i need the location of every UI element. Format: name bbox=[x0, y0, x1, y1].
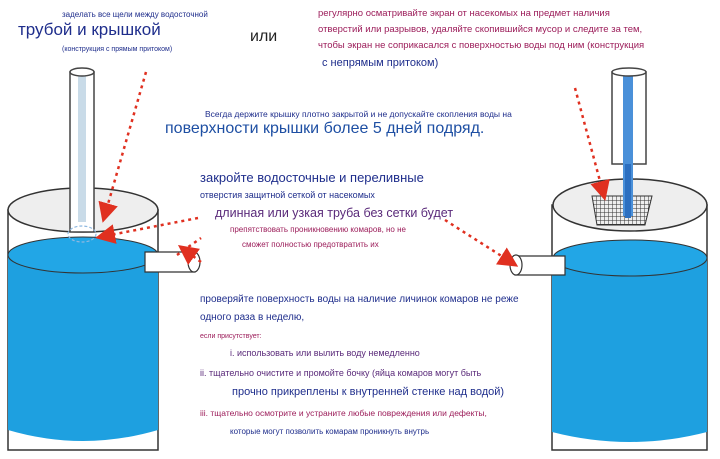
action-i: i. использовать или вылить воду немедленно bbox=[230, 348, 420, 358]
left-barrel-water bbox=[8, 255, 158, 441]
left-note-sub: (конструкция с прямым притоком) bbox=[62, 46, 173, 53]
right-note-line4: с непрямым притоком) bbox=[322, 57, 439, 69]
insect-screen bbox=[592, 196, 652, 225]
cover-holes-heading: закройте водосточные и переливные bbox=[200, 170, 424, 185]
right-note-line3: чтобы экран не соприкасался с поверхностью воды под ним (конструкция bbox=[318, 40, 645, 51]
left-note-small: заделать все щели между водосточной bbox=[62, 10, 208, 19]
pipe-note-line1: препятствовать проникновению комаров, но не bbox=[230, 225, 406, 234]
lid-note-heading: поверхности крышки более 5 дней подряд. bbox=[165, 120, 485, 137]
or-label: или bbox=[250, 28, 278, 45]
right-note-line1: регулярно осматривайте экран от насекомых на предмет наличия bbox=[318, 8, 610, 19]
pipe-note-line2: сможет полностью предотвратить их bbox=[242, 240, 379, 249]
action-iii: iii. тщательно осмотрите и устраните любые повреждения или дефекты, bbox=[200, 408, 487, 418]
arrow-to-right-overflow bbox=[445, 220, 514, 264]
pointer-arrows bbox=[100, 72, 604, 264]
right-barrel-water bbox=[552, 258, 707, 442]
arrow-to-screen bbox=[575, 88, 604, 196]
check-larvae: проверяйте поверхность воды на наличие личинок комаров не реже bbox=[200, 294, 519, 305]
left-note-heading: трубой и крышкой bbox=[18, 20, 161, 39]
action-iii-cont: которые могут позволить комарам проникнуть внутрь bbox=[230, 427, 430, 436]
right-note-line2: отверстий или разрывов, удаляйте скопившийся мусор и следите за тем, bbox=[318, 24, 643, 35]
cover-holes-sub: отверстия защитной сеткой от насекомых bbox=[200, 190, 375, 200]
check-weekly: одного раза в неделю, bbox=[200, 312, 305, 323]
pipe-note-heading: длинная или узкая труба без сетки будет bbox=[215, 206, 454, 220]
action-ii: ii. тщательно очистите и промойте бочку (яйца комаров могут быть bbox=[200, 368, 482, 378]
action-ii-cont: прочно прикреплены к внутренней стенке над водой) bbox=[232, 386, 505, 398]
lid-note-small: Всегда держите крышку плотно закрытой и не допускайте скопления воды на bbox=[205, 109, 512, 119]
if-present: если присутствует: bbox=[200, 333, 262, 340]
right-barrel bbox=[510, 68, 707, 450]
